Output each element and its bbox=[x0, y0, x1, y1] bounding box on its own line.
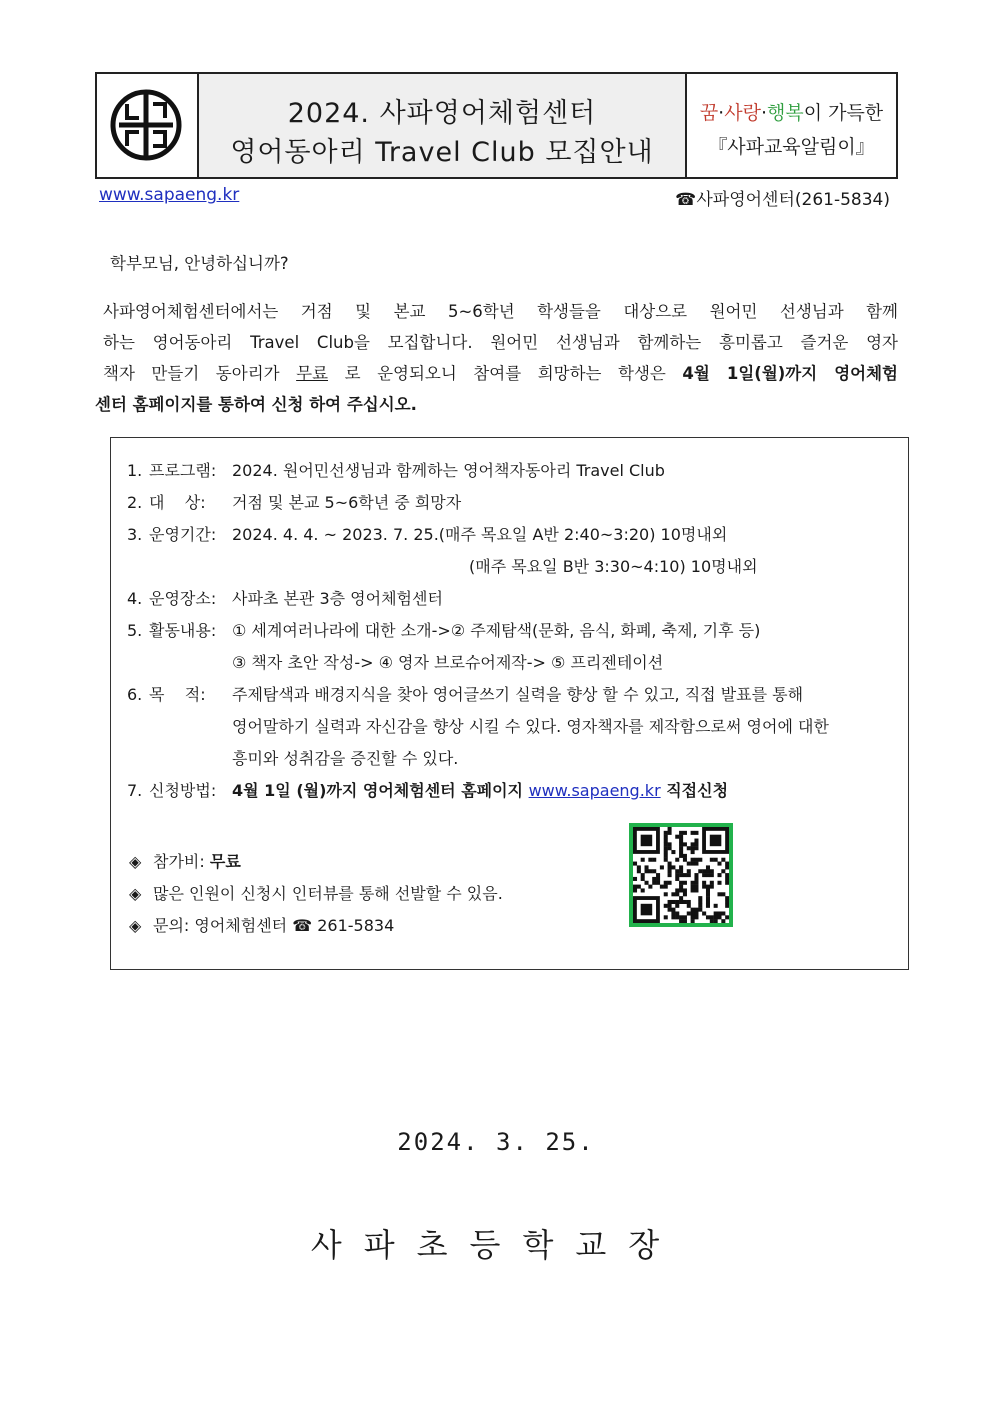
item-content: 사파초 본관 3층 영어체험센터 bbox=[232, 589, 443, 608]
school-logo bbox=[97, 74, 199, 177]
info-row-activities bbox=[127, 618, 229, 641]
qr-code[interactable] bbox=[629, 823, 733, 927]
item-number: 7. bbox=[127, 781, 143, 800]
phone-contact: ☎사파영어센터(261-5834) bbox=[675, 190, 890, 210]
intro-line-3a: 책자 만들기 동아리가 bbox=[103, 364, 297, 383]
item-content bbox=[232, 778, 728, 801]
item-label: 목 적: bbox=[149, 685, 206, 704]
program-info-box bbox=[110, 437, 909, 970]
slogan bbox=[687, 74, 896, 177]
info-row-apply bbox=[127, 778, 229, 801]
item-label: 운영기간: bbox=[149, 525, 217, 544]
qr-code-icon bbox=[633, 827, 729, 923]
fee-value: 무료 bbox=[209, 852, 241, 871]
item-number: 1. bbox=[127, 461, 143, 480]
deadline-text: 4월 1일(월)까지 영어체험 bbox=[682, 364, 898, 383]
header-box bbox=[95, 72, 898, 179]
item-content-3: 흥미와 성취감을 증진할 수 있다. bbox=[232, 749, 459, 768]
title-line-2: 영어동아리 Travel Club 모집안내 bbox=[230, 137, 654, 168]
notice-title bbox=[199, 74, 687, 177]
item-number: 5. bbox=[127, 621, 143, 640]
note-contact bbox=[129, 913, 394, 936]
notice-date: 2024. 3. 25. bbox=[397, 1128, 595, 1156]
item-content: 거점 및 본교 5~6학년 중 희망자 bbox=[232, 493, 462, 512]
item-label: 프로그램: bbox=[149, 461, 217, 480]
slogan-dot: · bbox=[760, 102, 767, 124]
slogan-dream: 꿈 bbox=[699, 102, 719, 124]
intro-line-4: 센터 홈페이지를 통하여 신청 하여 주십시오. bbox=[95, 395, 417, 414]
intro-line-3b: 로 운영되오니 참여를 희망하는 학생은 bbox=[328, 364, 683, 383]
selection-text: 많은 인원이 신청시 인터뷰를 통해 선발할 수 있음. bbox=[153, 884, 503, 903]
item-number: 2. bbox=[127, 493, 143, 512]
slogan-love: 사랑 bbox=[724, 102, 761, 124]
item-content-2: 영어말하기 실력과 자신감을 향상 시킬 수 있다. 영자책자를 제작함으로써 영어에 대한 bbox=[232, 717, 829, 736]
greeting: 학부모님, 안녕하십니까? bbox=[110, 254, 289, 273]
item-content: 주제탐색과 배경지식을 찾아 영어글쓰기 실력을 향상 할 수 있고, 직접 발표를 통해 bbox=[232, 685, 804, 704]
principal-signature: 사파초등학교장 bbox=[310, 1226, 682, 1264]
intro-paragraph bbox=[95, 296, 898, 420]
diamond-bullet-icon: ◈ bbox=[129, 916, 142, 935]
slogan-rest: 이 가득한 bbox=[803, 102, 884, 124]
info-row-place bbox=[127, 586, 229, 609]
website-link[interactable]: www.sapaeng.kr bbox=[99, 185, 240, 205]
info-row-purpose bbox=[127, 682, 229, 705]
note-fee bbox=[129, 849, 241, 872]
apply-text-b: 직접신청 bbox=[660, 781, 729, 800]
apply-text-a: 4월 1일 (월)까지 영어체험센터 홈페이지 bbox=[232, 781, 529, 800]
item-content: 2024. 원어민선생님과 함께하는 영어책자동아리 Travel Club bbox=[232, 461, 665, 480]
info-row-period bbox=[127, 522, 229, 545]
slogan-line-1 bbox=[687, 98, 896, 125]
item-content-2: ③ 책자 초안 작성-> ④ 영자 브로슈어제작-> ⑤ 프리젠테이션 bbox=[232, 653, 664, 672]
slogan-dot: · bbox=[718, 102, 725, 124]
item-label: 활동내용: bbox=[149, 621, 217, 640]
intro-line-1: 사파영어체험센터에서는 거점 및 본교 5~6학년 학생들을 대상으로 원어민 선생님과 함께 bbox=[103, 302, 898, 321]
item-label: 신청방법: bbox=[149, 781, 217, 800]
info-row-target bbox=[127, 490, 229, 513]
item-label: 운영장소: bbox=[149, 589, 217, 608]
slogan-line-2: 『사파교육알림이』 bbox=[708, 136, 875, 158]
item-content: 2024. 4. 4. ~ 2023. 7. 25.(매주 목요일 A반 2:40~3:20) 10명내외 bbox=[232, 525, 728, 544]
diamond-bullet-icon: ◈ bbox=[129, 884, 142, 903]
contact-text: 문의: 영어체험센터 ☎ 261-5834 bbox=[153, 916, 395, 935]
apply-website-link[interactable]: www.sapaeng.kr bbox=[528, 781, 661, 800]
item-number: 3. bbox=[127, 525, 143, 544]
title-line-1: 2024. 사파영어체험센터 bbox=[287, 98, 597, 129]
school-emblem-icon bbox=[97, 74, 195, 177]
item-content-2: (매주 목요일 B반 3:30~4:10) 10명내외 bbox=[469, 557, 758, 576]
diamond-bullet-icon: ◈ bbox=[129, 852, 142, 871]
fee-label: 참가비: bbox=[153, 852, 210, 871]
item-number: 6. bbox=[127, 685, 143, 704]
slogan-happy: 행복 bbox=[766, 102, 804, 124]
intro-line-3 bbox=[95, 358, 898, 389]
free-text: 무료 bbox=[296, 364, 329, 383]
info-row-program bbox=[127, 458, 229, 481]
item-content: ① 세계여러나라에 대한 소개->② 주제탐색(문화, 음식, 화폐, 축제, 기후 등) bbox=[232, 621, 761, 640]
note-selection bbox=[129, 881, 503, 904]
intro-line-2: 하는 영어동아리 Travel Club을 모집합니다. 원어민 선생님과 함께하는 흥미롭고 즐거운 영자 bbox=[103, 333, 898, 352]
item-label: 대 상: bbox=[149, 493, 206, 512]
item-number: 4. bbox=[127, 589, 143, 608]
